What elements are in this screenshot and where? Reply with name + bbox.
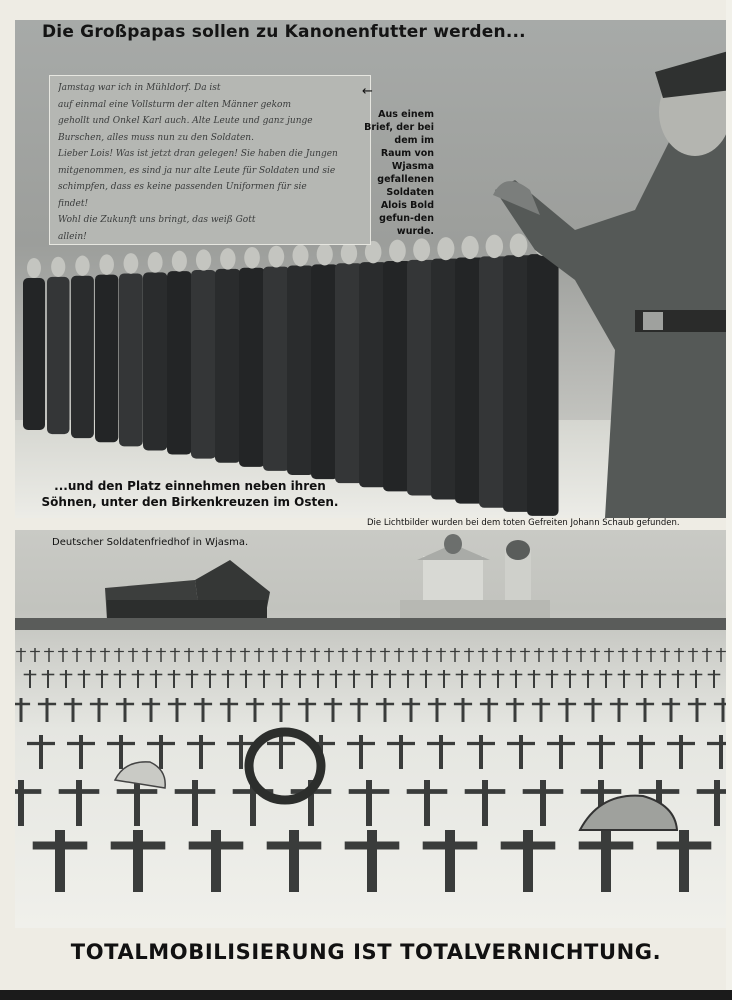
- letter-line: Jamstag war ich in Mühldorf. Da ist: [58, 83, 221, 93]
- letter-line: mitgenommen, es sind ja nur alte Leute für Soldaten und sie: [58, 165, 336, 176]
- letter-excerpt: [49, 75, 371, 245]
- top-photo-slogan: ...und den Platz einnehmen neben ihren Söhnen, unter den Birkenkreuzen im Osten.: [41, 479, 339, 509]
- barn-building: [105, 560, 270, 620]
- arrow-left-icon: ←: [362, 84, 373, 99]
- letter-line: auf einmal eine Vollsturm der alten Männer gekom: [58, 99, 292, 110]
- letter-line: Lieber Lois! Was ist jetzt dran gelegen! Sie haben die Jungen: [58, 149, 338, 159]
- cemetery-photo: [15, 530, 732, 928]
- page-edge-bottom: [0, 990, 732, 1000]
- letter-line: Wohl die Zukunft uns bringt, das weiß Gott: [58, 215, 256, 225]
- footer-slogan: TOTALMOBILISIERUNG IST TOTALVERNICHTUNG.: [70, 940, 662, 964]
- headline: Die Großpapas sollen zu Kanonenfutter werden...: [42, 22, 526, 42]
- photo-credit: Die Lichtbilder wurden bei dem toten Gefreiten Johann Schaub gefunden.: [367, 518, 680, 528]
- letter-line: allein!: [58, 231, 87, 242]
- church-building: [400, 534, 550, 618]
- letter-line: gehollt und Onkel Karl auch. Alte Leute und ganz junge: [58, 116, 313, 126]
- cemetery-caption: Deutscher Soldatenfriedhof in Wjasma.: [52, 537, 249, 548]
- cemetery-scene: [15, 530, 732, 928]
- page-edge-right: [726, 0, 732, 1000]
- letter-caption: Aus einem Brief, der bei dem im Raum von Wjasma gefallenen Soldaten Alois Bold gefun-den wurde.: [364, 109, 434, 237]
- letter-line: findet!: [58, 198, 89, 209]
- letter-line: Burschen, alles muss nun zu den Soldaten.: [58, 132, 254, 143]
- letter-line: schimpfen, dass es keine passenden Uniformen für sie: [58, 182, 307, 192]
- helmet-right: [580, 796, 677, 830]
- men-lineup-photo: [15, 20, 732, 518]
